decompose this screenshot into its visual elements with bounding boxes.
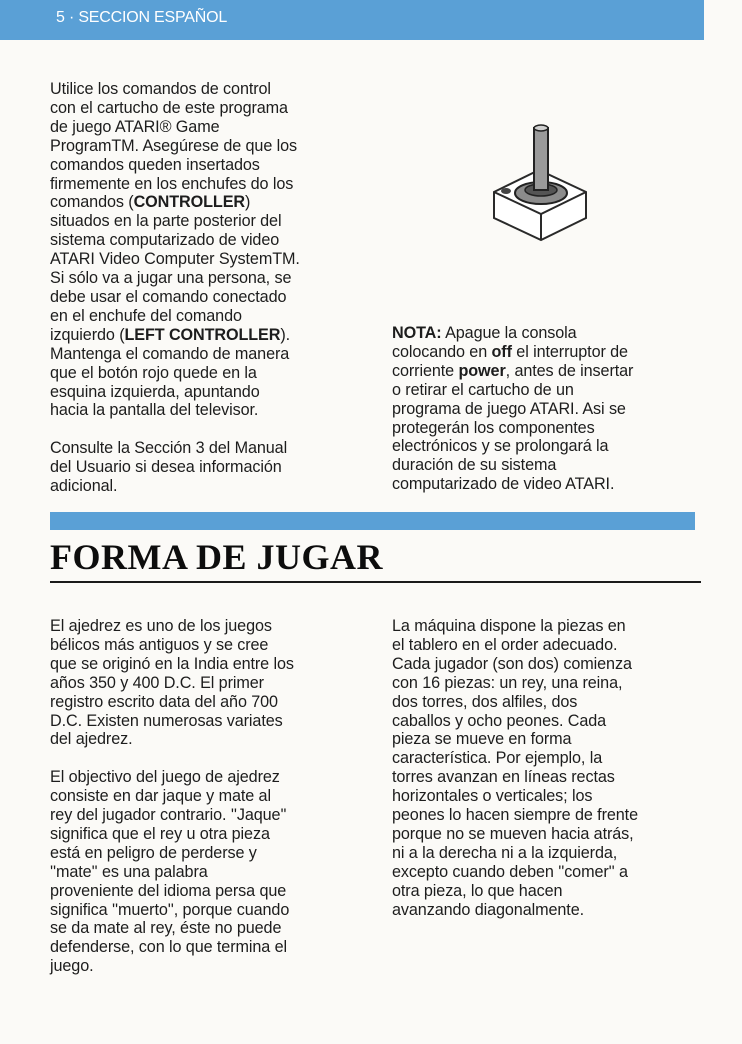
- text-line: se da mate al rey, éste no puede: [50, 919, 282, 938]
- title-underline: [50, 581, 701, 583]
- text-line: programa de juego ATARI. Asi se: [392, 399, 626, 418]
- text-line: otra pieza, lo que hacen: [392, 881, 563, 900]
- text-line: registro escrito data del año 700: [50, 692, 278, 711]
- text-line: en el enchufe del comando: [50, 306, 242, 325]
- text-line: D.C. Existen numerosas variates: [50, 711, 283, 730]
- section-header: 5 · SECCION ESPAÑOL: [56, 9, 228, 26]
- text-line: defenderse, con lo que termina el: [50, 938, 287, 957]
- gameplay-left-column: [50, 617, 360, 976]
- nota-paragraph: [392, 324, 702, 494]
- text-line: excepto cuando deben ''comer'' a: [392, 862, 628, 881]
- text-line: sistema computarizado de video: [50, 231, 280, 250]
- text-line: o retirar el cartucho de un: [392, 380, 574, 399]
- text-line: dos torres, dos alfiles, dos: [392, 692, 578, 711]
- text-line: duración de su sistema: [392, 456, 557, 475]
- pieces-paragraph: [392, 617, 702, 920]
- joystick-icon: [484, 120, 594, 250]
- text-line: avanzando diagonalmente.: [392, 900, 585, 919]
- text-line: bélicos más antiguos y se cree: [50, 635, 269, 654]
- text-line: consiste en dar jaque y mate al: [50, 787, 271, 806]
- text-line: adicional.: [50, 477, 118, 496]
- text-line: firmemente en los enchufes do los: [50, 174, 294, 193]
- text-line: El ajedrez es uno de los juegos: [50, 617, 272, 635]
- text-line: Utilice los comandos de control: [50, 80, 271, 98]
- nota-column: [392, 324, 702, 494]
- text-line: electrónicos y se prolongará la: [392, 437, 609, 456]
- section-title: FORMA DE JUGAR: [50, 537, 383, 577]
- text-line: significa que el rey u otra pieza: [50, 824, 270, 843]
- text-line: que se originó en la India entre los: [50, 654, 294, 673]
- text-line: juego.: [50, 957, 94, 976]
- text-line: izquierdo (LEFT CONTROLLER).: [50, 325, 291, 344]
- text-line: debe usar el comando conectado: [50, 287, 287, 306]
- text-line: años 350 y 400 D.C. El primer: [50, 673, 264, 692]
- text-line: Si sólo va a jugar una persona, se: [50, 269, 292, 288]
- text-line: está en peligro de perderse y: [50, 843, 257, 862]
- history-paragraph: [50, 617, 360, 749]
- text-line: NOTA: Apague la consola: [392, 324, 577, 342]
- section-divider-bar: [50, 512, 695, 530]
- objective-paragraph: [50, 768, 360, 976]
- text-line: ProgramTM. Asegúrese de que los: [50, 136, 298, 155]
- gameplay-right-column: [392, 617, 702, 920]
- text-line: colocando en off el interruptor de: [392, 342, 628, 361]
- text-line: ''mate'' es una palabra: [50, 862, 208, 881]
- text-line: característica. Por ejemplo, la: [392, 749, 603, 768]
- text-line: Consulte la Sección 3 del Manual: [50, 439, 288, 458]
- text-line: ni a la derecha ni a la izquierda,: [392, 843, 618, 862]
- text-line: pieza se mueve en forma: [392, 730, 572, 749]
- text-line: horizontales o verticales; los: [392, 787, 593, 806]
- text-line: significa ''muerto'', porque cuando: [50, 900, 290, 919]
- text-line: caballos y ocho peones. Cada: [392, 711, 607, 730]
- text-line: el tablero en el order adecuado.: [392, 635, 618, 654]
- text-line: peones lo hacen siempre de frente: [392, 806, 638, 825]
- text-line: del Usuario si desea información: [50, 458, 282, 477]
- intro-column: [50, 80, 350, 496]
- text-line: de juego ATARI® Game: [50, 117, 220, 136]
- text-line: con 16 piezas: un rey, una reina,: [392, 673, 623, 692]
- manual-reference-paragraph: [50, 439, 350, 496]
- text-line: rey del jugador contrario. ''Jaque'': [50, 806, 287, 825]
- text-line: esquina izquierda, apuntando: [50, 382, 260, 401]
- text-line: computarizado de video ATARI.: [392, 475, 615, 494]
- text-line: hacia la pantalla del televisor.: [50, 401, 259, 420]
- text-line: situados en la parte posterior del: [50, 212, 282, 231]
- text-line: porque no se mueven hacia atrás,: [392, 824, 634, 843]
- text-line: La máquina dispone la piezas en: [392, 617, 626, 635]
- text-line: que el botón rojo quede en la: [50, 363, 257, 382]
- text-line: El objectivo del juego de ajedrez: [50, 768, 280, 787]
- text-line: comandos queden insertados: [50, 155, 260, 174]
- text-line: Cada jugador (son dos) comienza: [392, 654, 632, 673]
- text-line: ATARI Video Computer SystemTM.: [50, 250, 300, 269]
- text-line: proveniente del idioma persa que: [50, 881, 287, 900]
- text-line: Mantenga el comando de manera: [50, 344, 290, 363]
- text-line: comandos (CONTROLLER): [50, 193, 251, 212]
- intro-paragraph: [50, 80, 350, 420]
- text-line: con el cartucho de este programa: [50, 98, 288, 117]
- text-line: torres avanzan en líneas rectas: [392, 768, 615, 787]
- text-line: del ajedrez.: [50, 730, 133, 749]
- text-line: corriente power, antes de insertar: [392, 361, 634, 380]
- text-line: protegerán los componentes: [392, 418, 595, 437]
